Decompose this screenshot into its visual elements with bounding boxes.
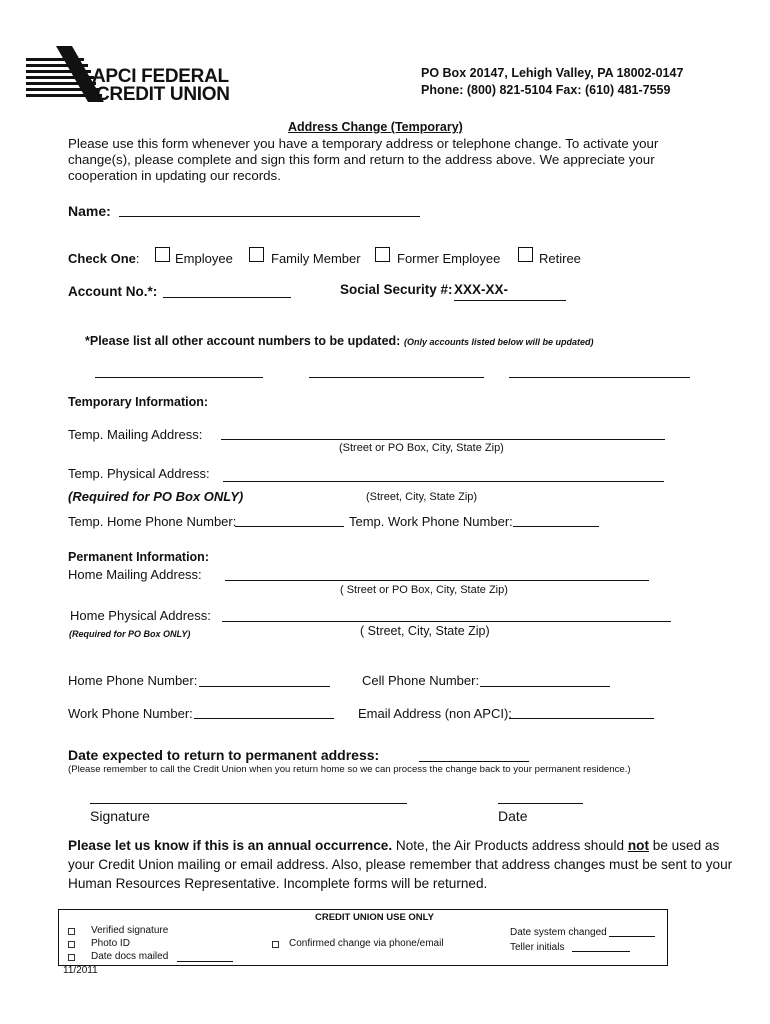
name-label: Name:	[68, 203, 111, 219]
former-employee-checkbox[interactable]	[375, 247, 390, 262]
teller-initials-label: Teller initials	[510, 942, 565, 953]
home-phone-field[interactable]	[199, 686, 330, 687]
notice-line-1: Please let us know if this is an annual occurrence. Note, the Air Products address should not be used as	[68, 838, 720, 853]
date-field[interactable]	[498, 803, 583, 804]
home-physical-field[interactable]	[222, 621, 671, 622]
temp-physical-field[interactable]	[223, 481, 664, 482]
ssn-prefix: XXX-XX-	[454, 282, 509, 297]
signature-label: Signature	[90, 808, 150, 824]
list-accounts-label: *Please list all other account numbers to be updated: (Only accounts listed below will be updated)	[85, 334, 594, 348]
revision-date: 11/2011	[63, 965, 98, 976]
temp-work-phone-label: Temp. Work Phone Number:	[349, 514, 513, 529]
cell-phone-field[interactable]	[480, 686, 610, 687]
work-phone-field[interactable]	[194, 718, 334, 719]
intro-line-1: Please use this form whenever you have a temporary address or telephone change. To activate your	[68, 136, 659, 151]
retiree-option-label: Retiree	[539, 251, 581, 266]
former-employee-option-label: Former Employee	[397, 251, 501, 266]
family-member-checkbox[interactable]	[249, 247, 264, 262]
date-system-changed-label: Date system changed	[510, 927, 607, 938]
temp-mailing-hint: (Street or PO Box, City, State Zip)	[339, 442, 504, 454]
teller-initials-field[interactable]	[572, 951, 630, 952]
temp-home-phone-label: Temp. Home Phone Number:	[68, 514, 237, 529]
date-docs-mailed-field[interactable]	[177, 961, 233, 962]
cell-phone-label: Cell Phone Number:	[362, 673, 480, 688]
ssn-label: Social Security #:	[340, 282, 453, 297]
verified-signature-checkbox[interactable]	[68, 928, 75, 935]
date-docs-mailed-label: Date docs mailed	[91, 951, 169, 962]
check-one-label: Check One:	[68, 251, 140, 266]
return-date-field[interactable]	[419, 761, 529, 762]
confirmed-change-checkbox[interactable]	[272, 941, 279, 948]
header-address: PO Box 20147, Lehigh Valley, PA 18002-0147	[421, 66, 684, 80]
signature-field[interactable]	[90, 803, 407, 804]
logo-text-2: CREDIT UNION	[96, 84, 230, 105]
temporary-heading: Temporary Information:	[68, 395, 209, 409]
temp-mailing-field[interactable]	[221, 439, 665, 440]
home-mailing-label: Home Mailing Address:	[68, 567, 202, 582]
home-mailing-hint: ( Street or PO Box, City, State Zip)	[340, 584, 508, 596]
account-label: Account No.*:	[68, 284, 158, 299]
notice-line-3: Human Resources Representative. Incomplete forms will be returned.	[68, 876, 488, 891]
temp-mailing-label: Temp. Mailing Address:	[68, 427, 203, 442]
work-phone-label: Work Phone Number:	[68, 706, 193, 721]
intro-line-2: change(s), please complete and sign this form and return to the address above. We appreciate your	[68, 152, 655, 167]
home-physical-required: (Required for PO Box ONLY)	[69, 629, 191, 639]
employee-checkbox[interactable]	[155, 247, 170, 262]
photo-id-checkbox[interactable]	[68, 941, 75, 948]
family-member-option-label: Family Member	[271, 251, 361, 266]
notice-line-2: your Credit Union mailing or email address. Also, please remember that address changes must be sent to your	[68, 857, 733, 872]
logo-text-1: APCI FEDERAL	[92, 66, 229, 87]
other-account-field-1[interactable]	[95, 377, 263, 378]
date-label: Date	[498, 808, 528, 824]
form-title: Address Change (Temporary)	[288, 120, 463, 134]
other-account-field-3[interactable]	[509, 377, 690, 378]
photo-id-label: Photo ID	[91, 938, 130, 949]
home-physical-hint: ( Street, City, State Zip)	[360, 624, 490, 638]
confirmed-change-label: Confirmed change via phone/email	[289, 938, 444, 949]
temp-work-phone-field[interactable]	[513, 526, 599, 527]
cu-use-title: CREDIT UNION USE ONLY	[315, 912, 434, 923]
email-field[interactable]	[509, 718, 654, 719]
employee-option-label: Employee	[175, 251, 233, 266]
header-phone: Phone: (800) 821-5104 Fax: (610) 481-7559	[421, 83, 671, 97]
ssn-field[interactable]	[454, 300, 566, 301]
email-label: Email Address (non APCI):	[358, 706, 512, 721]
logo	[24, 44, 234, 106]
date-system-changed-field[interactable]	[609, 936, 655, 937]
temp-physical-hint: (Street, City, State Zip)	[366, 491, 478, 503]
other-account-field-2[interactable]	[309, 377, 484, 378]
verified-signature-label: Verified signature	[91, 925, 169, 936]
permanent-heading: Permanent Information:	[68, 550, 209, 564]
temp-home-phone-field[interactable]	[235, 526, 344, 527]
return-note: (Please remember to call the Credit Union when you return home so we can process the change back to your permanent residence.)	[68, 764, 631, 775]
return-date-label: Date expected to return to permanent address:	[68, 747, 380, 763]
retiree-checkbox[interactable]	[518, 247, 533, 262]
name-field[interactable]	[119, 216, 420, 217]
intro-line-3: cooperation in updating our records.	[68, 168, 281, 183]
home-mailing-field[interactable]	[225, 580, 649, 581]
date-docs-mailed-checkbox[interactable]	[68, 954, 75, 961]
temp-physical-label: Temp. Physical Address:	[68, 466, 210, 481]
home-phone-label: Home Phone Number:	[68, 673, 198, 688]
account-field[interactable]	[163, 297, 291, 298]
temp-physical-required: (Required for PO Box ONLY)	[68, 489, 244, 504]
home-physical-label: Home Physical Address:	[70, 608, 211, 623]
